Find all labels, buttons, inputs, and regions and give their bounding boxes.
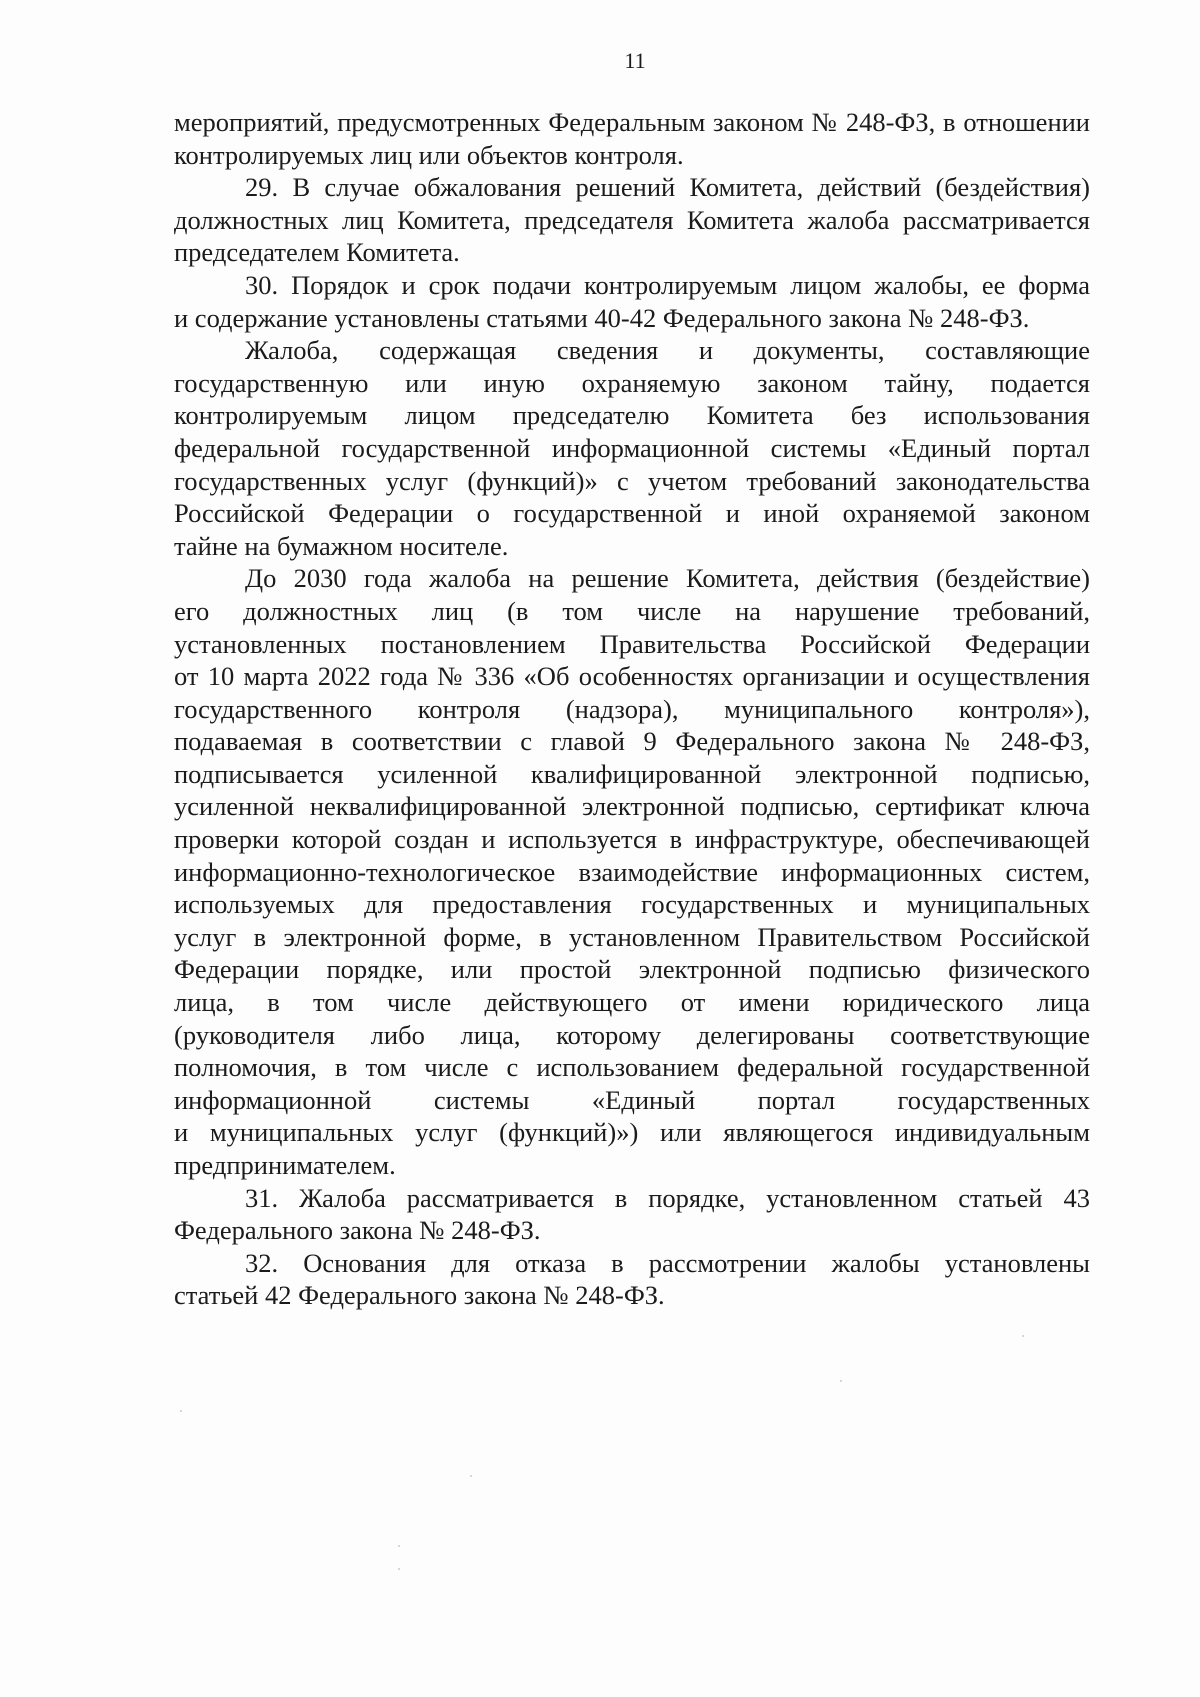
page-number: 11 [624, 48, 646, 73]
text-line: 29. В случае обжалования решений Комитета, действий (бездействия) [245, 172, 1090, 203]
text-line: подаваемая в соответствии с главой 9 Федерального закона № 248-ФЗ, [174, 726, 1090, 757]
text-line: Жалоба, содержащая сведения и документы, составляющие [245, 335, 1090, 366]
text-line: До 2030 года жалоба на решение Комитета, действия (бездействие) [245, 563, 1090, 594]
text-line: государственную или иную охраняемую законом тайну, подается [174, 367, 1090, 398]
text-line: (руководителя либо лица, которому делегированы соответствующие [174, 1019, 1090, 1050]
text-line: 32. Основания для отказа в рассмотрении жалобы установлены [245, 1247, 1090, 1278]
text-line: информационной системы «Единый портал государственных [174, 1084, 1090, 1115]
scan-speck [180, 1410, 182, 1412]
text-line: от 10 марта 2022 года № 336 «Об особенностях организации и осуществления [174, 661, 1090, 692]
text-line: используемых для предоставления государственных и муниципальных [174, 889, 1090, 920]
text-line: мероприятий, предусмотренных Федеральным законом № 248-ФЗ, в отношении [174, 107, 1090, 137]
text-line: контролируемым лицом председателю Комитета без использования [174, 400, 1090, 431]
document-body [174, 106, 1090, 1312]
text-line: подписывается усиленной квалифицированной электронной подписью, [174, 758, 1090, 789]
text-line: контролируемых лиц или объектов контроля. [174, 139, 684, 170]
scan-speck [470, 1475, 472, 1477]
text-line: его должностных лиц (в том числе на нарушение требований, [174, 595, 1090, 626]
text-line: проверки которой создан и используется в инфраструктуре, обеспечивающей [174, 824, 1090, 855]
text-line: Российской Федерации о государственной и иной охраняемой законом [174, 498, 1090, 529]
text-line: информационно-технологическое взаимодействие информационных систем, [174, 856, 1090, 887]
text-line: Федерального закона № 248-ФЗ. [174, 1215, 541, 1246]
text-line: государственных услуг (функций)» с учетом требований законодательства [174, 465, 1090, 496]
text-line: полномочия, в том числе с использованием федеральной государственной [174, 1052, 1090, 1083]
text-line: федеральной государственной информационной системы «Единый портал [174, 432, 1090, 463]
text-line: должностных лиц Комитета, председателя Комитета жалоба рассматривается [174, 204, 1090, 235]
text-line: тайне на бумажном носителе. [174, 530, 509, 561]
text-line: государственного контроля (надзора), муниципального контроля»), [174, 693, 1090, 724]
scan-speck [398, 1568, 400, 1570]
text-line: 30. Порядок и срок подачи контролируемым лицом жалобы, ее форма [245, 269, 1090, 300]
text-line: и муниципальных услуг (функций)») или являющегося индивидуальным [174, 1117, 1090, 1148]
text-line: услуг в электронной форме, в установленном Правительством Российской [174, 921, 1090, 952]
text-line: установленных постановлением Правительства Российской Федерации [174, 628, 1090, 659]
scan-speck [1022, 1335, 1024, 1337]
text-line: и содержание установлены статьями 40-42 Федерального закона № 248-ФЗ. [174, 302, 1030, 333]
scan-speck [840, 1380, 842, 1382]
text-line: статьей 42 Федерального закона № 248-ФЗ. [174, 1280, 665, 1311]
text-line: предпринимателем. [174, 1150, 396, 1180]
text-line: усиленной неквалифицированной электронной подписью, сертификат ключа [174, 791, 1090, 822]
scan-speck [398, 1545, 400, 1547]
text-line: 31. Жалоба рассматривается в порядке, установленном статьей 43 [245, 1182, 1090, 1213]
text-line: Федерации порядке, или простой электронной подписью физического [174, 954, 1090, 985]
text-line: председателем Комитета. [174, 237, 460, 268]
text-line: лица, в том числе действующего от имени юридического лица [174, 987, 1090, 1018]
